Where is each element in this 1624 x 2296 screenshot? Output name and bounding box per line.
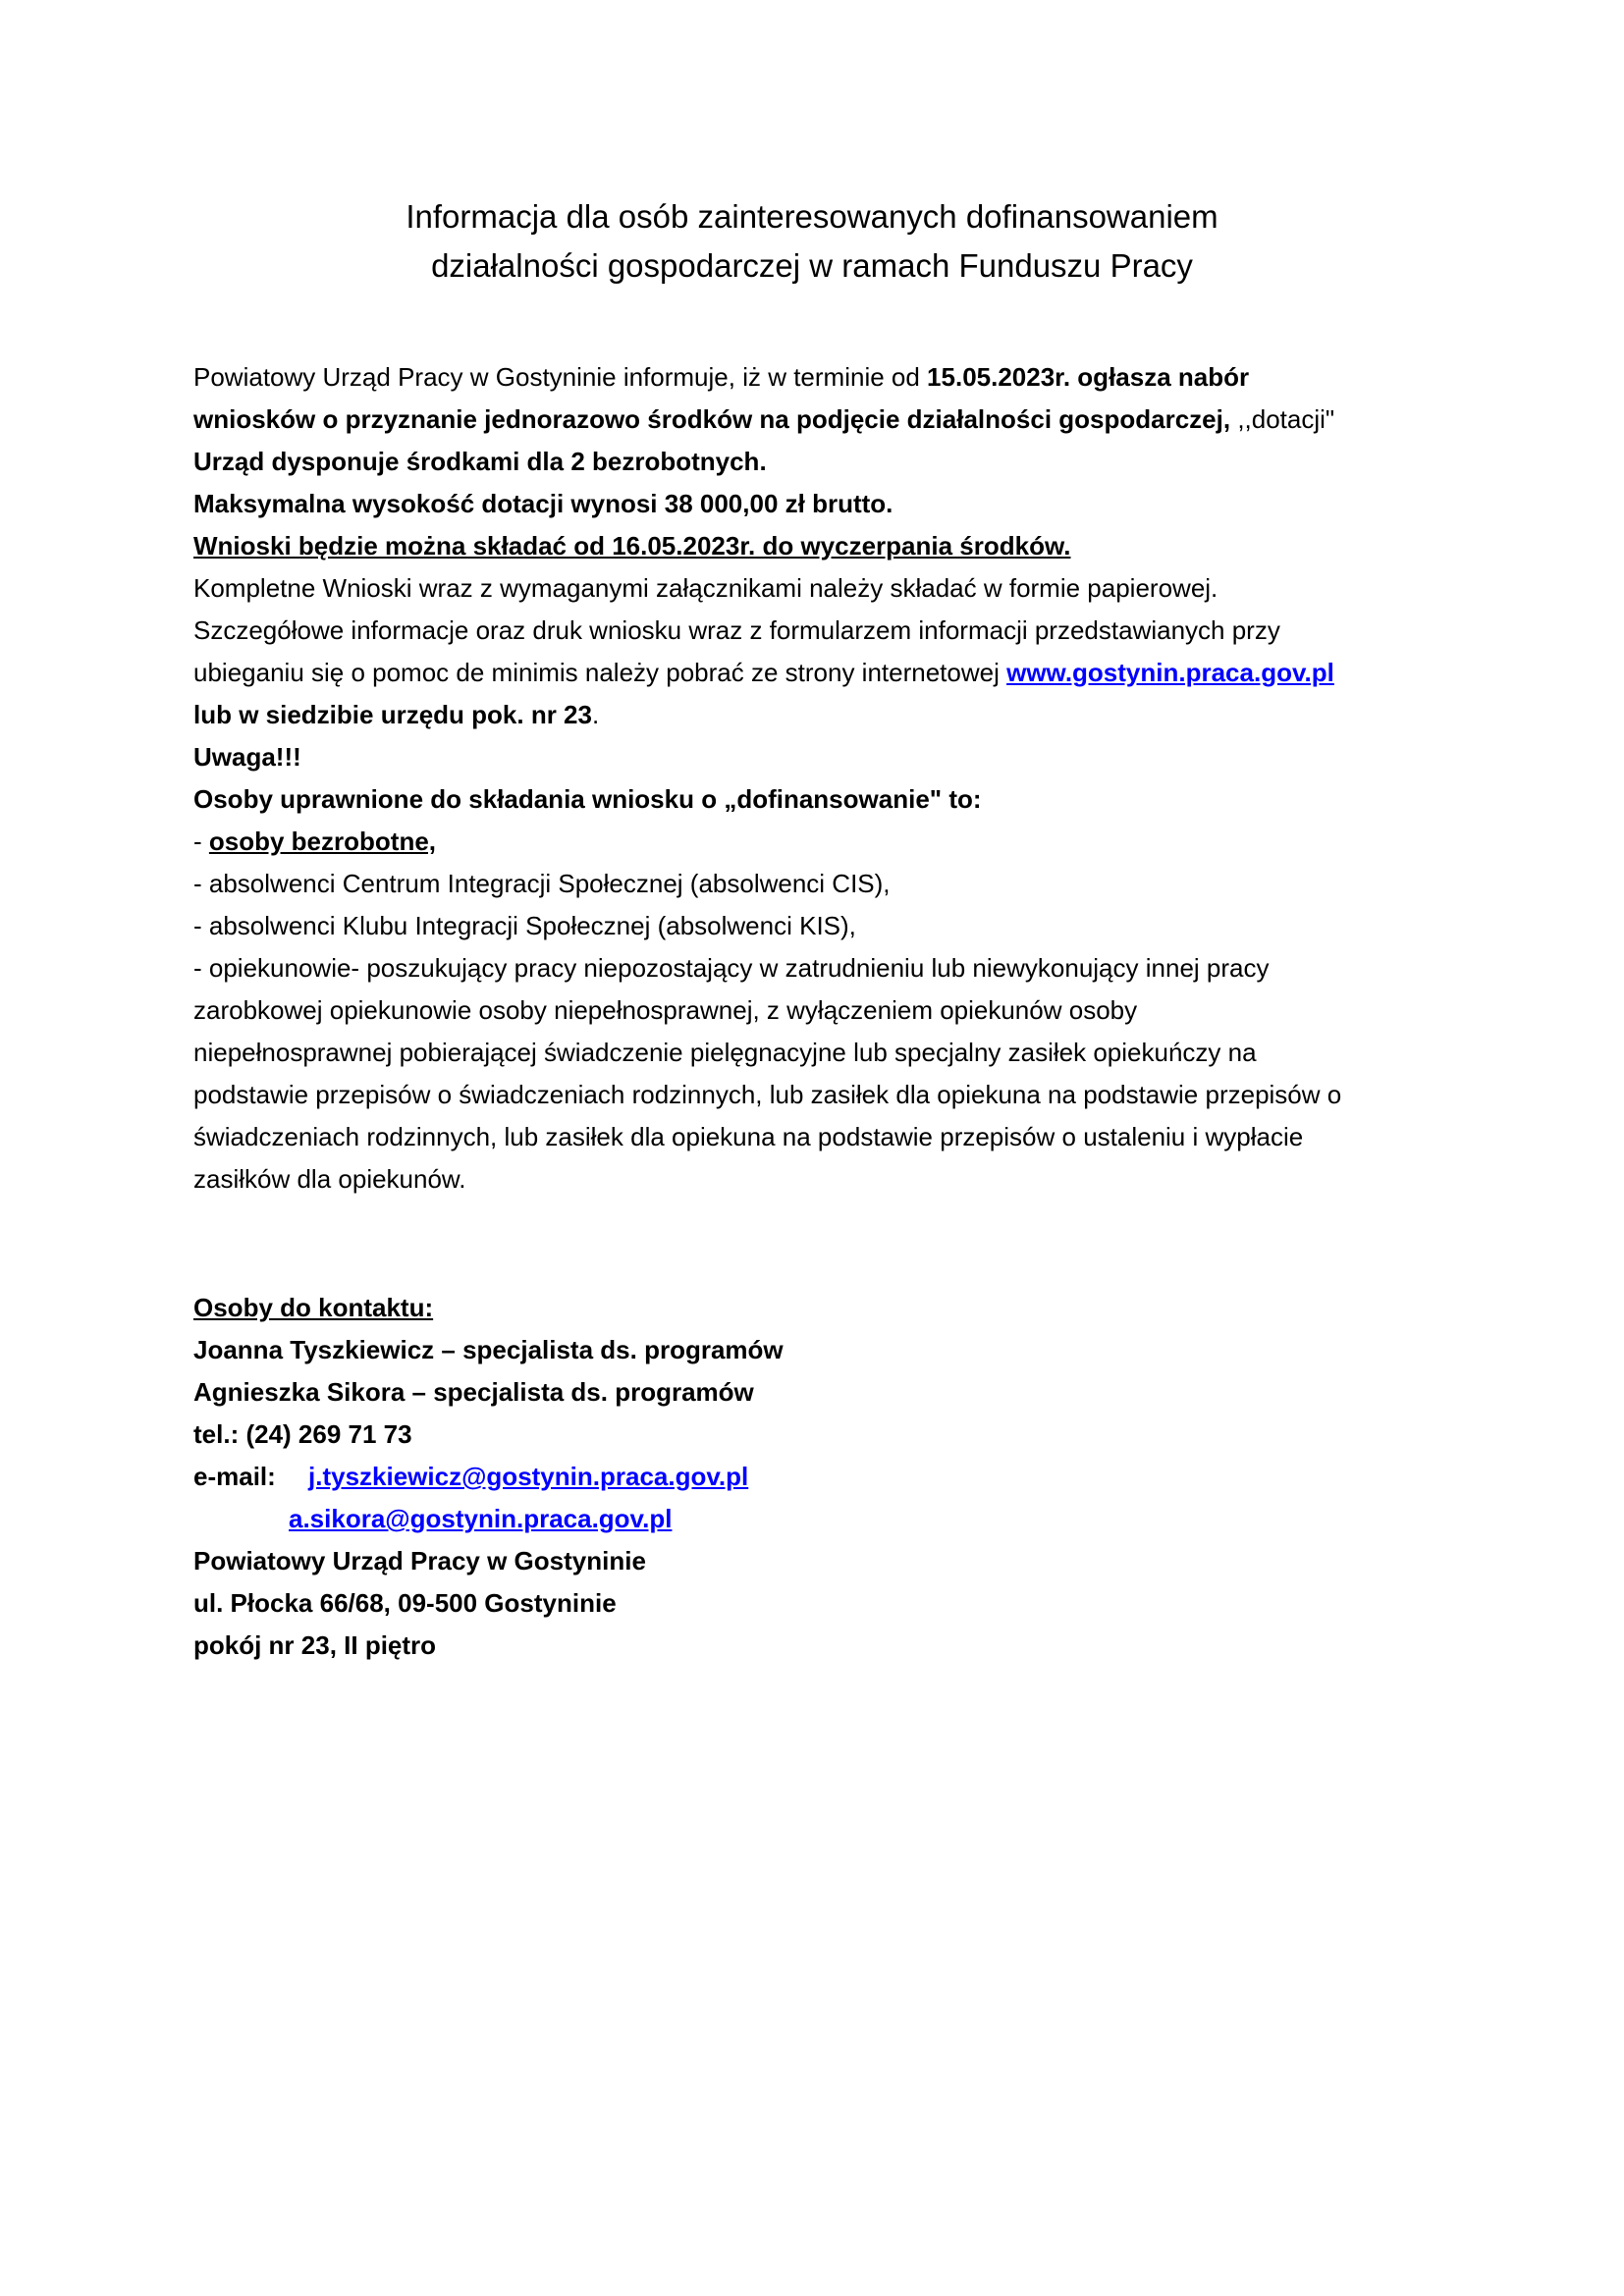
body-line: Kompletne Wnioski wraz z wymaganymi załącznikami należy składać w formie papierowej. [193,573,1218,603]
list-dash: - [193,827,209,856]
body-line: niepełnosprawnej pobierającej świadczenie pielęgnacyjne lub specjalny zasiłek opiekuńczy na [193,1038,1257,1067]
body-line [193,399,1450,441]
body-text-bold: wniosków o przyznanie jednorazowo środków na podjęcie działalności gospodarczej, [193,404,1231,434]
office-room-note: lub w siedzibie urzędu pok. nr 23 [193,700,592,729]
max-grant-note: Maksymalna wysokość dotacji wynosi 38 000,00 zł brutto. [193,489,893,518]
office-name: Powiatowy Urząd Pracy w Gostyninie [193,1546,646,1575]
funds-note: Urząd dysponuje środkami dla 2 bezrobotnych. [193,447,767,476]
contact-email-row [193,1498,1077,1540]
office-room: pokój nr 23, II piętro [193,1630,437,1660]
body-text: . [591,700,600,729]
eligible-item: - absolwenci Klubu Integracji Społecznej (absolwenci KIS), [193,911,856,940]
body-text: ubieganiu się o pomoc de minimis należy pobrać ze strony internetowej [193,658,1007,687]
eligible-item: - absolwenci Centrum Integracji Społecznej (absolwenci CIS), [193,869,891,898]
contact-phone: tel.: (24) 269 71 73 [193,1419,412,1449]
body-line: zasiłków dla opiekunów. [193,1164,466,1194]
contact-section [193,1287,1077,1667]
website-link[interactable]: www.gostynin.praca.gov.pl [1006,658,1334,687]
body-line: Szczegółowe informacje oraz druk wniosku wraz z formularzem informacji przedstawianych przy [193,615,1280,645]
contact-email-row [193,1456,1077,1498]
body-line: podstawie przepisów o świadczeniach rodzinnych, lub zasiłek dla opiekuna na podstawie przepisów o [193,1080,1342,1109]
submission-period: Wnioski będzie można składać od 16.05.2023r. do wyczerpania środków. [193,531,1071,561]
contact-heading: Osoby do kontaktu: [193,1293,434,1322]
office-address: ul. Płocka 66/68, 09-500 Gostyninie [193,1588,617,1618]
body-line [193,652,1450,694]
body-line [193,694,1450,736]
body-line: świadczeniach rodzinnych, lub zasiłek dla opiekuna na podstawie przepisów o ustaleniu i wypłacie [193,1122,1304,1151]
email-label: e-mail: [193,1462,276,1491]
document-title [0,192,1624,291]
title-line-2: działalności gospodarczej w ramach Funduszu Pracy [431,247,1193,284]
contact-person: Agnieszka Sikora – specjalista ds. programów [193,1377,754,1407]
eligible-heading: Osoby uprawnione do składania wniosku o „dofinansowanie" to: [193,784,982,814]
contact-person: Joanna Tyszkiewicz – specjalista ds. programów [193,1335,784,1364]
body-text: ,,dotacji" [1230,404,1335,434]
recruitment-date: 15.05.2023r. ogłasza nabór [927,362,1250,392]
email-link[interactable]: a.sikora@gostynin.praca.gov.pl [289,1504,673,1533]
announcement-body [193,356,1450,1201]
email-link[interactable]: j.tyszkiewicz@gostynin.praca.gov.pl [308,1462,749,1491]
title-line-1: Informacja dla osób zainteresowanych dofinansowaniem [406,198,1218,235]
body-text: Powiatowy Urząd Pracy w Gostyninie informuje, iż w terminie od [193,362,928,392]
body-line [193,356,1450,399]
eligible-item: - opiekunowie- poszukujący pracy niepozostający w zatrudnieniu lub niewykonujący innej pracy [193,953,1270,983]
body-line: zarobkowej opiekunowie osoby niepełnosprawnej, z wyłączeniem opiekunów osoby [193,995,1138,1025]
warning-heading: Uwaga!!! [193,742,301,772]
eligible-item [193,821,1450,863]
eligible-unemployed: osoby bezrobotne, [208,827,437,856]
